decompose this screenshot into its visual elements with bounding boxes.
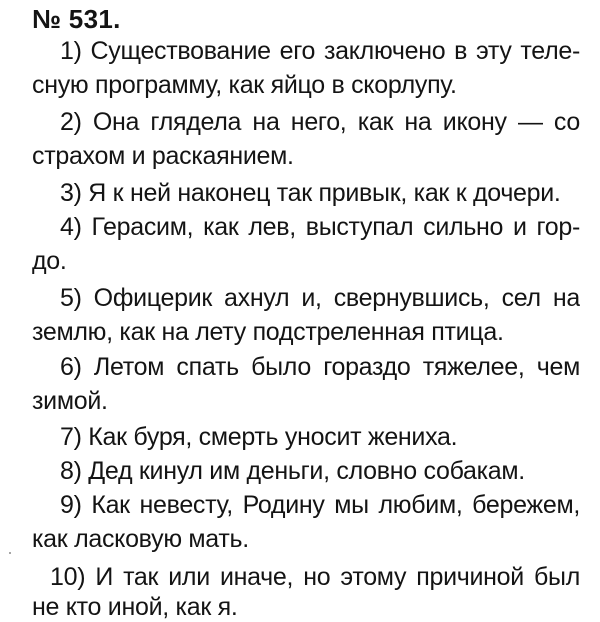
- item-1-line-2: сную программу, как яйцо в скорлупу.: [32, 71, 457, 99]
- item-4-line-1: 4) Герасим, как лев, выступал сильно и гор-: [60, 213, 580, 241]
- item-2-line-1: 2) Она глядела на него, как на икону — со: [60, 108, 580, 136]
- item-3-line-1: 3) Я к ней наконец так привык, как к дочери.: [60, 179, 561, 207]
- item-9-line-1: 9) Как невесту, Родину мы любим, бережем,: [60, 491, 580, 519]
- item-5-line-2: землю, как на лету подстреленная птица.: [32, 318, 504, 346]
- exercise-number: № 531.: [32, 4, 121, 34]
- item-6-line-2: зимой.: [32, 387, 108, 415]
- item-2-line-2: страхом и раскаянием.: [32, 142, 294, 170]
- item-5-line-1: 5) Офицерик ахнул и, свернувшись, сел на: [60, 284, 580, 312]
- scan-speck: [9, 552, 11, 554]
- item-1-line-1: 1) Существование его заключено в эту теле-: [60, 37, 580, 65]
- item-6-line-1: 6) Летом спать было гораздо тяжелее, чем: [60, 353, 580, 381]
- item-10-line-2: не кто иной, как я.: [32, 593, 238, 621]
- item-7-line-1: 7) Как буря, смерть уносит жениха.: [60, 423, 458, 451]
- item-10-line-1: 10) И так или иначе, но этому причиной был: [50, 563, 580, 591]
- item-8-line-1: 8) Дед кинул им деньги, словно собакам.: [60, 457, 525, 485]
- item-9-line-2: как ласковую мать.: [32, 525, 249, 553]
- item-4-line-2: до.: [32, 247, 67, 275]
